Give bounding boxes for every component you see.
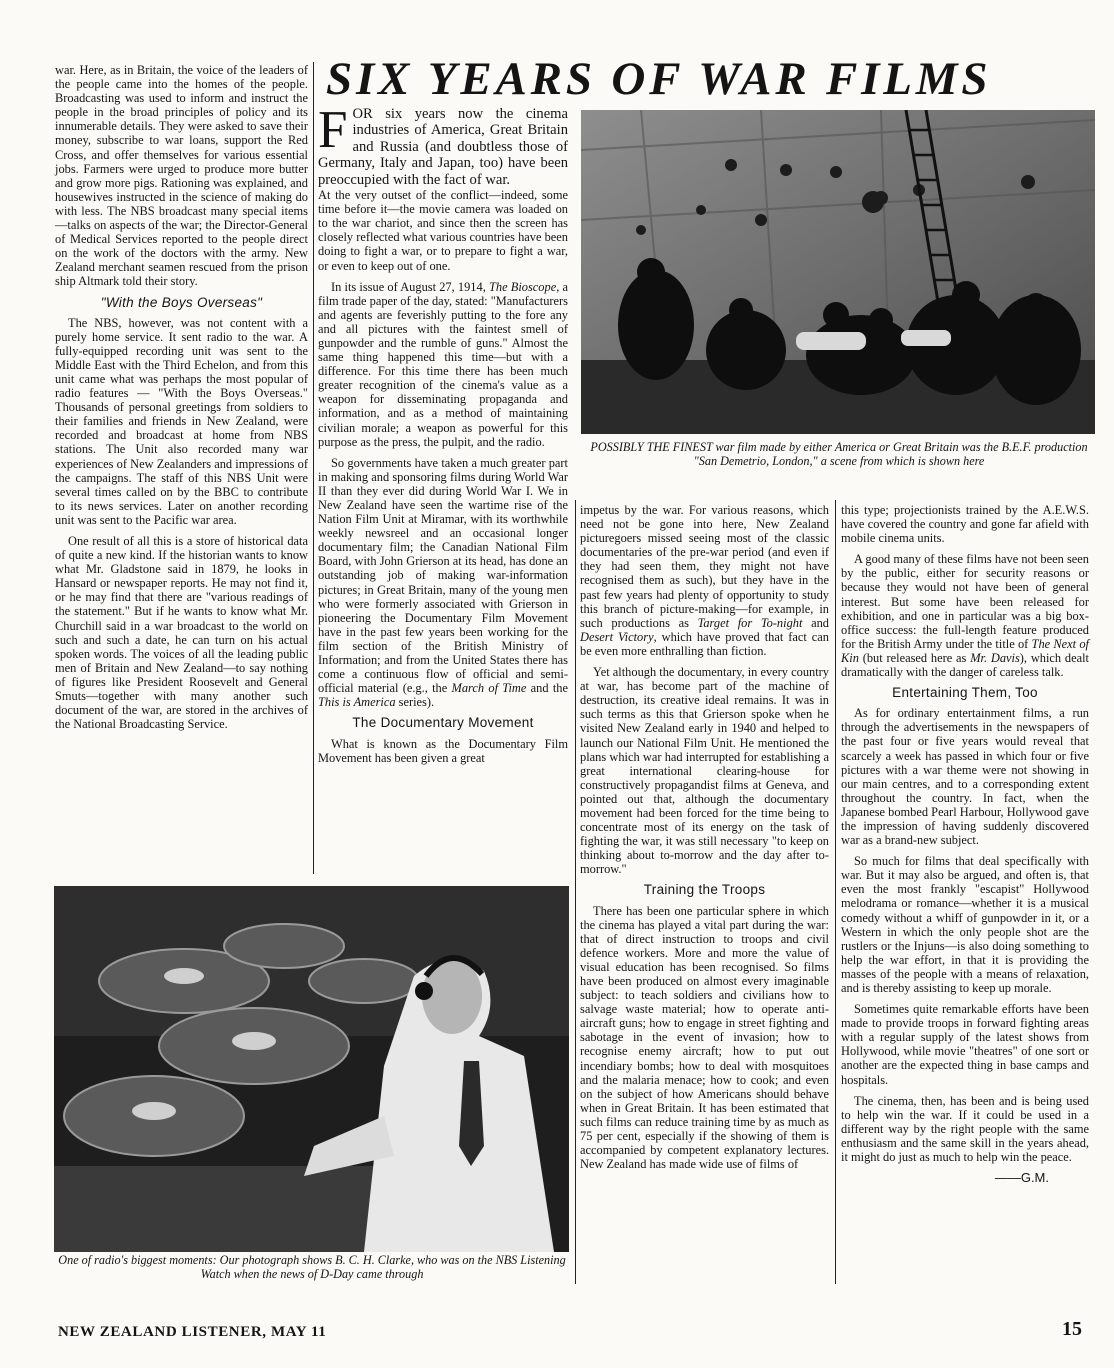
fourth-paragraph-3: As for ordinary entertainment films, a run through the advertisements in the newspapers of the past four or five years would reveal that scarcely a week has passed in which four or five pictures with a war theme were not showing in our main centres, and to a corresponding extent throughout the country. In fact, when the Japanese bombed Pearl Harbour, Hollywood gave the impression of having suddenly discovered war as a brand-new subject. bbox=[841, 706, 1089, 848]
subhead-entertaining: Entertaining Them, Too bbox=[892, 685, 1038, 701]
middle-paragraph-3: So governments have taken a much greater part in making and sponsoring films during World War II than they ever did during World War I. We in New Zealand have seen the wartime rise of the Nation Film Unit at Miramar, with its worthwhile weekly newsreel and an occasional longer documentary film; the Canadian National Film Board, with John Grierson at its head, has done an outstanding job of making war-information pictures; in Great Britain, many of the young men who were formerly associated with Grierson in pioneering the Documentary Film Movement have in the past few years been working for the film section of the British Ministry of Information; and from the United States there has come a continuous flow of official and semi-official material (e.g., the March of Time and the This is America series). bbox=[318, 455, 568, 710]
publication-footer: NEW ZEALAND LISTENER, MAY 11 bbox=[58, 1324, 327, 1340]
middle-column bbox=[318, 101, 568, 772]
lead-text: OR six years now the cinema industries of America, Great Britain and Russia (and doubtless those of Germany, Italy and Japan, too) have been preoccupied with the fact of war. bbox=[318, 106, 568, 188]
fourth-paragraph-5: Sometimes quite remarkable efforts have been made to provide troops in forward fighting areas with a regular supply of the latest shows from Hollywood, while movie "theatres" of one sort or another are the expected thing in base camps and hospitals. bbox=[841, 1002, 1089, 1087]
radio-listening-photo bbox=[54, 886, 569, 1252]
page-number: 15 bbox=[1062, 1318, 1082, 1340]
third-paragraph-1: impetus by the war. For various reasons, which need not be gone into here, New Zealand picturegoers missed seeing most of the classic documentaries of the pre-war period (and even if they had seen them, they might not have recognised them as such), but they have in the past few years had plenty of opportunity to study this branch of picture-making—for example, in such productions as Target for To-night and Desert Victory, which have proved that fact can be even more enthralling than fiction. bbox=[580, 503, 829, 658]
left-column bbox=[55, 63, 308, 738]
fourth-paragraph-2: A good many of these films have not been seen by the public, either for security reasons or because they would not have been of general interest. But some have been released for exhibition, and one in particular was a big box-office success: the full-length feature produced for the British Army under the title of The Next of Kin (but released here as Mr. Davis), which dealt dramatically with the danger of careless talk. bbox=[841, 552, 1089, 680]
fourth-paragraph-6: The cinema, then, has been and is being used to help win the war. If it could be used in a different way by the right people with the same enthusiasm and the same skill in the years ahead, it might do just as much to help win the peace. bbox=[841, 1093, 1089, 1165]
fourth-paragraph-1: this type; projectionists trained by the A.E.W.S. have covered the country and gone far afield with mobile cinema units. bbox=[841, 503, 1089, 546]
fourth-column bbox=[841, 503, 1089, 1185]
column-rule-right bbox=[835, 500, 836, 1284]
middle-paragraph-4: What is known as the Documentary Film Movement has been given a great bbox=[318, 736, 568, 765]
middle-paragraph-2: In its issue of August 27, 1914, The Bioscope, a film trade paper of the day, stated: "Manufacturers and agents are feverishly putting to the fore any and all pictures with the faintest smell of gunpowder and the rumble of guns." Almost the same thing happened this time—but with a difference. For this time there has been much greater recognition of the cinema's value as a weapon for disseminating propaganda and information, and as a method of maintaining civilian morale; a weapon as powerful for this purpose as the press, the pulpit, and the radio. bbox=[318, 279, 568, 449]
author-signature: ——G.M. bbox=[994, 1170, 1049, 1186]
ship-ladder-photo bbox=[581, 110, 1095, 434]
ship-scene-image bbox=[581, 110, 1095, 434]
subhead-training-troops: Training the Troops bbox=[643, 882, 766, 898]
column-rule-left bbox=[313, 62, 314, 874]
radio-operator-image bbox=[54, 886, 569, 1252]
headline: SIX YEARS OF WAR FILMS bbox=[326, 53, 992, 105]
third-paragraph-3: There has been one particular sphere in which the cinema has played a vital part during the war: that of direct instruction to troops and civil defence workers. More and more the value of visual education has been recognised. So films have been produced on almost every imaginable subject: to teach soldiers and civilians how to salvage waste material; how to operate anti-aircraft guns; how to engage in street fighting and sabotage in the event of invasion; how to recognise enemy aircraft; how to put out incendiary bombs; how to deal with mosquitoes and the malaria menace; how to cook; and even on the subject of how Americans should behave when in Great Britain. It has been estimated that such films can reduce training time by as much as 75 per cent, especially if the showing of them is accompanied by competent explanatory lectures. New Zealand has made wide use of films of bbox=[580, 903, 829, 1172]
left-paragraph-3: One result of all this is a store of historical data of quite a new kind. If the historian wants to know what Mr. Gladstone said in 1879, he looks in Hansard or newspaper reports. He may not find it, or he may find that there are "various readings of the statement." But if he wants to know what Mr. Churchill said in a war broadcast to the world on such and such a date, he can turn on his actual spoken words. The voices of all the leading public men of Britain and New Zealand—to say nothing of figures like President Roosevelt and General Smuts—together with many another such document of the war, are stored in the archives of the National Broadcasting Service. bbox=[55, 534, 308, 732]
lead-paragraph bbox=[318, 101, 568, 188]
ship-photo-caption: POSSIBLY THE FINEST war film made by either America or Great Britain was the B.E.F. production "San Demetrio, London," a scene from which is shown here bbox=[590, 440, 1088, 468]
column-rule-middle bbox=[575, 500, 576, 1284]
subhead-documentary-movement: The Documentary Movement bbox=[352, 715, 534, 731]
fourth-paragraph-4: So much for films that deal specifically with war. But it may also be argued, and often is, that even the most frankly "escapist" Hollywood melodrama or romance—whether it is a musical comedy without a whiff of gunpowder in it, or a Western in which the only people shot are the rustlers or the Injuns—is also doing something to help the war effort, in that it is providing the masses of the people with a means of relaxation, and is thereby assisting to keep up morale. bbox=[841, 854, 1089, 995]
lead-continued: At the very outset of the conflict—indeed, some time before it—the movie camera was loaded on to the war chariot, and since then the screen has closely reflected what various countries have been doing to fight a war, or to prepare to fight a war, or even to keep out of one. bbox=[318, 188, 568, 273]
subhead-boys-overseas: "With the Boys Overseas" bbox=[100, 294, 263, 310]
radio-photo-caption: One of radio's biggest moments: Our photograph shows B. C. H. Clarke, who was on the NBS Listening Watch when the news of D-Day came through bbox=[58, 1253, 566, 1281]
drop-cap: F bbox=[318, 101, 348, 159]
third-paragraph-2: Yet although the documentary, in every country at war, has become part of the machine of destruction, its creative ideal remains. It was in such terms as this that Grierson spoke when he visited New Zealand early in 1940 and helped to launch our National Film Unit. He mentioned the plans which war had interrupted for establishing a great international clearing-house for constructively propagandist films at Geneva, and pointed out that, although the documentary movement had been forced for the time being to concentrate most of its energy on the task of fighting the war, it was still necessary "to keep on thinking about to-morrow and the day after to-morrow." bbox=[580, 665, 829, 877]
left-paragraph-2: The NBS, however, was not content with a purely home service. It sent radio to the war. A fully-equipped recording unit was sent to the Middle East with the Third Echelon, and from this unit came what was perhaps the most popular of radio features — "With the Boys Overseas." Thousands of personal greetings from soldiers to their families and friends in New Zealand, were recorded and broadcast at home from NBS stations. The Unit also recorded many war experiences of New Zealanders and impressions of the campaigns. The staff of this NBS Unit were several times called on by the BBC to contribute to its news services. Later on another recording unit was sent to the Pacific war area. bbox=[55, 315, 308, 527]
left-paragraph-1: war. Here, as in Britain, the voice of the leaders of the people came into the homes of the people. Broadcasting was used to inform and instruct the people in the broad principles of policy and its innumerable details. They were asked to save their money, subscribe to war loans, support the Red Cross, and offer themselves for various essential jobs. Farmers were urged to produce more butter and grow more pigs. Rationing was explained, and housewives instructed in the science of making do with less. The NBS broadcast many special items —talks on aspects of the war; the Director-General of Medical Services reported to the people direct on the work of the doctors with the army. New Zealand merchant seamen rescued from the prison ship Altmark told their story. bbox=[55, 63, 308, 289]
third-column bbox=[580, 503, 829, 1178]
